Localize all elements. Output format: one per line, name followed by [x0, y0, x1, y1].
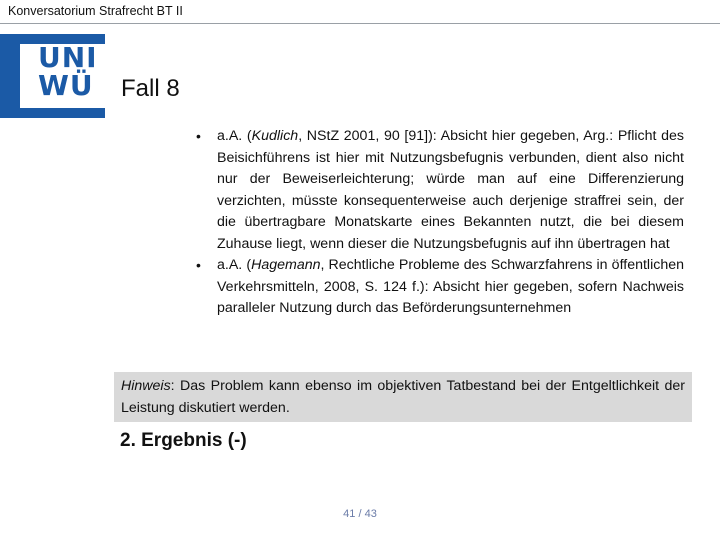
- hint-body: : Das Problem kann ebenso im objektiven Tatbestand bei der Entgeltlichkeit der Leistung diskutiert werden.: [121, 378, 685, 416]
- bullet-text-post: , NStZ 2001, 90 [91]): Absicht hier gegeben, Arg.: Pflicht des Beisichführens ist hier mit Nutzungsbefugnis verbunden, dient also nicht nur der Beweiserleichterung; würde man auf eine Differenzierung verzichten, müsste konsequenterweise auch derjenige straffrei sein, der die übertragbare Monatskarte eines Bekannten nutzt, die bei diesem Zuhause liegt, wenn dieser die Nutzungsbefugnis auf ihn übertragen hat: [217, 128, 684, 252]
- bullet-icon: •: [196, 128, 201, 144]
- course-header: Konversatorium Strafrecht BT II: [8, 4, 183, 18]
- hint-label: Hinweis: [121, 378, 171, 394]
- bullet-list: [196, 126, 684, 320]
- university-logo: [0, 34, 105, 118]
- logo-text: [38, 41, 98, 102]
- author-name: Hagemann: [251, 257, 321, 273]
- header-divider: [0, 23, 720, 24]
- author-name: Kudlich: [251, 128, 299, 144]
- result-heading: 2. Ergebnis (-): [120, 430, 247, 451]
- bullet-item: [196, 126, 684, 255]
- logo-line-1: UNI: [38, 41, 98, 74]
- hint-box: [114, 372, 692, 422]
- bullet-text-post: , Rechtliche Probleme des Schwarzfahrens in öffentlichen Verkehrsmitteln, 2008, S. 124 f.): Absicht hier gegeben, sofern Nachweis paralleler Nutzung durch das Beförderungsunternehmen: [217, 257, 684, 316]
- bullet-text-pre: a.A. (: [217, 257, 252, 273]
- page-number: 41 / 43: [343, 508, 377, 520]
- bullet-item: [196, 255, 684, 320]
- slide-title: Fall 8: [121, 75, 180, 102]
- bullet-text-pre: a.A. (: [217, 128, 252, 144]
- bullet-icon: •: [196, 257, 201, 273]
- hint-text: [121, 375, 685, 419]
- logo-line-2: WÜ: [38, 69, 94, 102]
